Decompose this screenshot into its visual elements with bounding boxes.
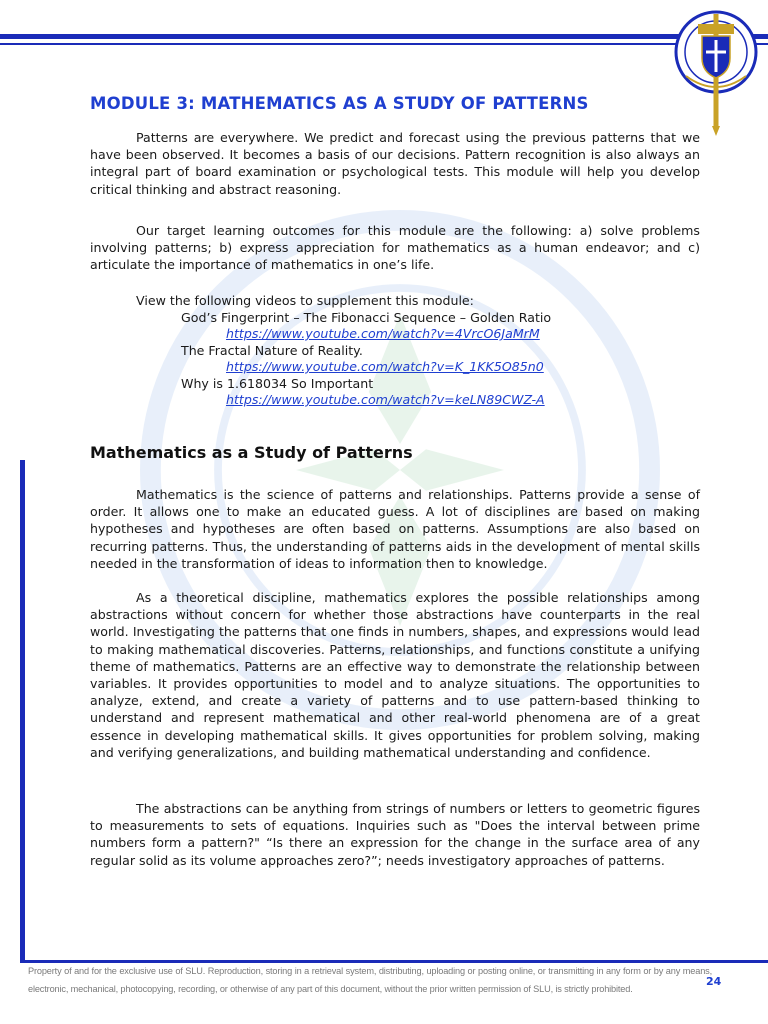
section-title: Mathematics as a Study of Patterns (90, 443, 413, 462)
side-rule (20, 460, 25, 960)
page-number: 24 (706, 975, 722, 988)
section-paragraph-2: As a theoretical discipline, mathematics explores the possible relationships among abstractions without concern for whether those abstractions have counterparts in the real world. Investigating the patterns that one finds in numbers, shapes, and expressions would lead to making mathematical discoveries. Patterns, relationships, and functions constitute a unifying theme of mathematics. Patterns are an effective way to demonstrate the relationship between variables. It provides opportunities to model and to analyze situations. The opportunities to analyze, extend, and create a variety of patterns and to use pattern-based thinking to understand and represent mathematical and other real-world phenomena are of a great essence in developing mathematical skills. It gives opportunities for problem solving, making and verifying generalizations, and building mathematical understanding and confidence. (90, 590, 700, 760)
video-link[interactable]: https://www.youtube.com/watch?v=K_1KK5O85n0 (226, 359, 544, 374)
university-seal-logo (668, 6, 764, 138)
section-paragraph-1: Mathematics is the science of patterns and relationships. Patterns provide a sense of order. It allows one to make an educated guess. A lot of disciplines are based on making hypotheses and hypotheses are often based on patterns. Assumptions are also based on recurring patterns. Thus, the understanding of patterns aids in the development of mental skills needed in the transformation of ideas to information then to knowledge. (90, 487, 700, 571)
video-title: Why is 1.618034 So Important (181, 375, 374, 391)
copyright-footer: Property of and for the exclusive use of SLU. Reproduction, storing in a retrieval system, distributing, uploading or posting online, or transmitting in any form or by any means, electronic, mechanical, photocopying, recording, or otherwise of any part of this document, without the prior written permission of SLU, is strictly prohibited. (28, 966, 712, 994)
video-title: God’s Fingerprint – The Fibonacci Sequence – Golden Ratio (181, 309, 552, 325)
intro-paragraph-2: Our target learning outcomes for this module are the following: a) solve problems involving patterns; b) express appreciation for mathematics as a human endeavor; and c) articulate the importance of mathematics in one’s life. (90, 223, 700, 273)
header-rule-thick (0, 34, 768, 39)
intro-paragraph-1: Patterns are everywhere. We predict and forecast using the previous patterns that we have been observed. It becomes a basis of our decisions. Pattern recognition is also always an integral part of board examination or psychological tests. This module will help you develop critical thinking and abstract reasoning. (90, 130, 700, 197)
video-title: The Fractal Nature of Reality. (181, 342, 363, 358)
video-link[interactable]: https://www.youtube.com/watch?v=keLN89CWZ-A (226, 392, 545, 407)
module-title: MODULE 3: MATHEMATICS AS A STUDY OF PATTERNS (90, 94, 589, 113)
video-link[interactable]: https://www.youtube.com/watch?v=4VrcO6JaMrM (226, 326, 540, 341)
video-list (136, 293, 696, 409)
video-list-heading: View the following videos to supplement this module: (136, 293, 474, 308)
header-rule-thin (0, 43, 768, 45)
section-paragraph-3: The abstractions can be anything from strings of numbers or letters to geometric figures to measurements to sets of equations. Inquiries such as "Does the interval between prime numbers form a pattern?" “Is there an expression for the change in the surface area of any regular solid as its volume approaches zero?”; needs investigatory approaches of patterns. (90, 801, 700, 868)
